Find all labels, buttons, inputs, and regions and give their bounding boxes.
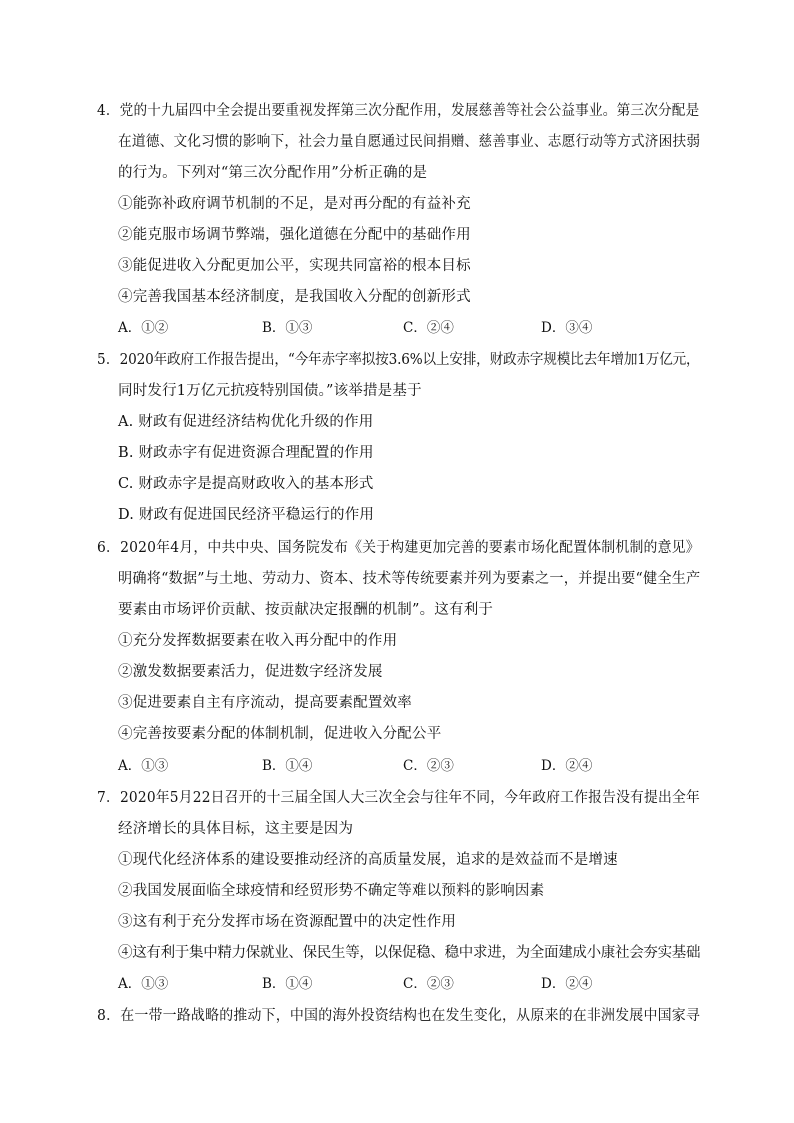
- q4-choice-c: C．②④: [403, 320, 454, 336]
- q5-stem-1: 2020年政府工作报告提出，“今年赤字率拟按3.6%以上安排，财政赤字规模比去年增加1万亿元，: [119, 352, 700, 368]
- q6-choice-a: A．①③: [118, 758, 169, 774]
- q4-number: 4．: [97, 103, 120, 119]
- q5-option-b: B. 财政赤字有促进资源合理配置的作用: [118, 445, 374, 461]
- q6-stem-3: 要素由市场评价贡献、按贡献决定报酬的机制”。这有利于: [118, 602, 494, 618]
- q6-stem-2: 明确将“数据”与土地、劳动力、资本、技术等传统要素并列为要素之一，并提出要“健全生产: [118, 571, 701, 587]
- q6-item-1: ①充分发挥数据要素在收入再分配中的作用: [118, 633, 398, 649]
- q4-stem-2: 在道德、文化习惯的影响下，社会力量自愿通过民间捐赠、慈善事业、志愿行动等方式济困扶弱: [118, 134, 701, 150]
- q8-stem-1: 在一带一路战略的推动下，中国的海外投资结构也在发生变化，从原来的在非洲发展中国家寻: [120, 1008, 701, 1024]
- q7-stem-1: 2020年5月22日召开的十三届全国人大三次全会与往年不同，今年政府工作报告没有提出全年: [119, 790, 700, 806]
- q6-stem-1: 2020年4月，中共中央、国务院发布《关于构建更加完善的要素市场化配置体制机制的意见》: [120, 540, 700, 556]
- q6-item-4: ④完善按要素分配的体制机制，促进收入分配公平: [118, 726, 442, 742]
- q6-number: 6．: [97, 540, 121, 556]
- q4-item-3: ③能促进收入分配更加公平，实现共同富裕的根本目标: [118, 258, 471, 274]
- q8-line-1: [97, 1006, 700, 1026]
- q7-stem-2: 经济增长的具体目标，这主要是因为: [118, 821, 354, 837]
- q7-item-3: ③这有利于充分发挥市场在资源配置中的决定性作用: [118, 914, 457, 930]
- q7-choice-a: A．①③: [118, 976, 169, 992]
- q4-item-2: ②能克服市场调节弊端，强化道德在分配中的基础作用: [118, 227, 471, 243]
- q6-line-1: [97, 538, 700, 558]
- q7-item-1: ①现代化经济体系的建设要推动经济的高质量发展，追求的是效益而不是增速: [118, 852, 618, 868]
- q7-item-4: ④这有利于集中精力保就业、保民生等，以保促稳、稳中求进，为全面建成小康社会夯实基础: [118, 945, 701, 961]
- q4-choice-b: B．①③: [262, 320, 313, 336]
- q7-number: 7．: [97, 790, 120, 806]
- q7-line-1: [97, 788, 700, 808]
- q4-stem-1: 党的十九届四中全会提出要重视发挥第三次分配作用，发展慈善等社会公益事业。第三次分配是: [119, 103, 700, 119]
- q6-item-3: ③促进要素自主有序流动，提高要素配置效率: [118, 695, 412, 711]
- q6-item-2: ②激发数据要素活力，促进数字经济发展: [118, 664, 383, 680]
- q5-option-d: D. 财政有促进国民经济平稳运行的作用: [118, 507, 375, 523]
- q4-line-1: [97, 101, 699, 121]
- q5-option-a: A. 财政有促进经济结构优化升级的作用: [118, 414, 374, 430]
- q7-choice-c: C．②③: [403, 976, 454, 992]
- q4-choice-d: D．③④: [541, 320, 593, 336]
- q5-option-c: C. 财政赤字是提高财政收入的基本形式: [118, 476, 374, 492]
- q5-number: 5．: [97, 352, 120, 368]
- q4-choice-a: A．①②: [118, 320, 169, 336]
- q7-item-2: ②我国发展面临全球疫情和经贸形势不确定等难以预料的影响因素: [118, 883, 545, 899]
- q6-choice-d: D．②④: [541, 758, 593, 774]
- q6-choice-b: B．①④: [262, 758, 313, 774]
- q4-item-1: ①能弥补政府调节机制的不足，是对再分配的有益补充: [118, 196, 471, 212]
- q4-item-4: ④完善我国基本经济制度，是我国收入分配的创新形式: [118, 289, 471, 305]
- q7-choice-b: B．①④: [262, 976, 313, 992]
- q5-stem-2: 同时发行1万亿元抗疫特别国债。”该举措是基于: [118, 383, 422, 399]
- q8-number: 8．: [97, 1008, 121, 1024]
- q4-stem-3: 的行为。下列对“第三次分配作用”分析正确的是: [118, 165, 428, 181]
- q6-choice-c: C．②③: [403, 758, 454, 774]
- q5-line-1: [97, 350, 699, 370]
- q7-choice-d: D．②④: [541, 976, 593, 992]
